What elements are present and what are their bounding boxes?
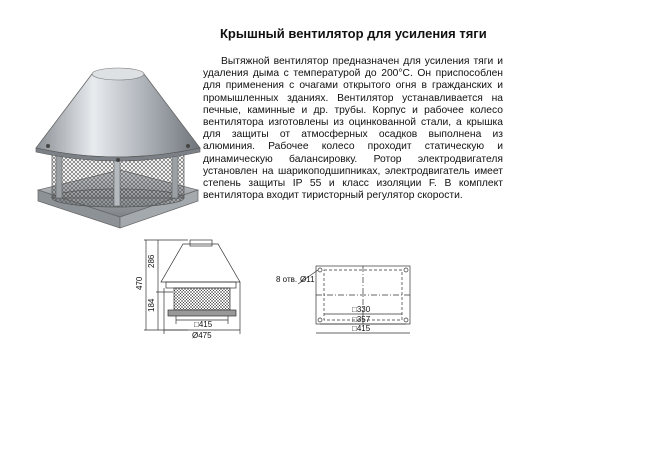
dim-plan-mid: □357 bbox=[352, 315, 371, 324]
description-text bbox=[203, 56, 503, 202]
technical-drawing bbox=[128, 232, 528, 342]
dim-holes: 8 отв. bbox=[276, 275, 298, 284]
dim-hole-diameter: Ø11 bbox=[300, 275, 315, 284]
dim-height-bottom: 184 bbox=[147, 298, 156, 312]
dim-diameter: Ø475 bbox=[192, 331, 212, 340]
dim-height-total: 470 bbox=[135, 276, 144, 290]
description-paragraph: Вытяжной вентилятор предназначен для усиления тяги и удаления дыма с температурой до 200°С. Он приспособлен для применения с очагами открытого огня в гражданских и промышленных зданиях. Вентилятор устанавливается на печные, каминные и др. трубы. Корпус и рабочее колесо вентилятора изготовлены из оцинкованной стали, а крышка для защиты от атмосферных осадков выполнена из алюминия. Рабочее колесо проходит статическую и динамическую балансировку. Ротор электродвигателя установлен на шарикоподшипниках, электродвигатель имеет степень защиты IP 55 и класс изоляции F. В комплект вентилятора входит тиристорный регулятор скорости. bbox=[203, 56, 503, 202]
fan-photo bbox=[30, 62, 205, 232]
dim-height-top: 286 bbox=[147, 254, 156, 268]
dim-base-width: □415 bbox=[194, 320, 213, 329]
page-title: Крышный вентилятор для усиления тяги bbox=[220, 26, 487, 41]
dim-plan-outer: □415 bbox=[352, 324, 371, 333]
dim-plan-inner: □330 bbox=[352, 305, 371, 314]
